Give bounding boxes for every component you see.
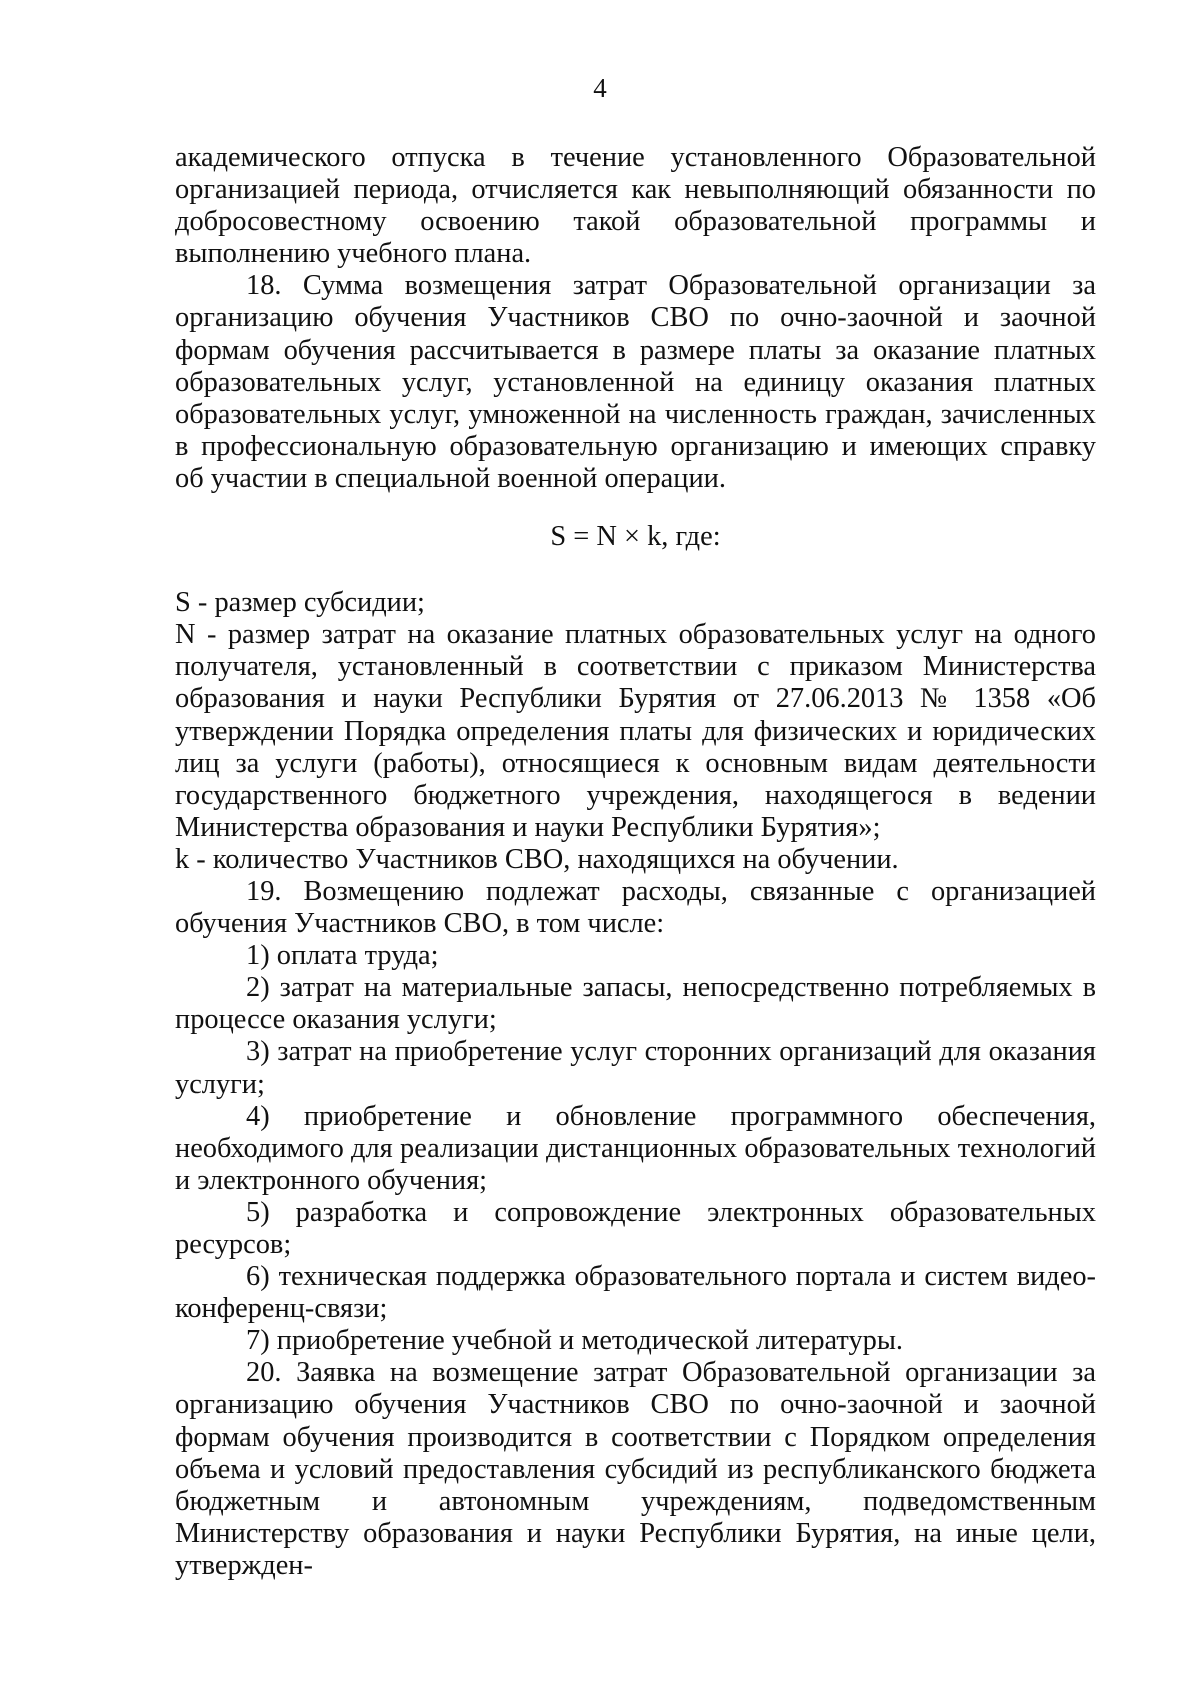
paragraph-continuation: академического отпуска в течение установленного Образовательной организацией периода, отчисляется как невыполняющий обязанности по добросовестному освоению такой образовательной программы и выполнению учебного плана. (175, 142, 1096, 270)
list-item-6: 6) техническая поддержка образовательного портала и систем видео-конференц-связи; (175, 1261, 1096, 1325)
list-item-1: 1) оплата труда; (246, 940, 439, 972)
list-item-5: 5) разработка и сопровождение электронных образовательных ресурсов; (175, 1196, 1096, 1260)
formula: S = N × k, где: (550, 521, 721, 553)
paragraph-20: 20. Заявка на возмещение затрат Образовательной организации за организацию обучения Участников СВО по очно-заочной и заочной формам обучения производится в соответствии с Порядком определения объема и условий предоставления субсидий из республиканского бюджета бюджетным и автономным учреждениям, подведомственным Министерству образования и науки Республики Бурятия, на иные цели, утвержден- (175, 1357, 1096, 1581)
document-body (175, 142, 1096, 1582)
list-item-2: 2) затрат на материальные запасы, непосредственно потребляемых в процессе оказания услуги; (175, 972, 1096, 1036)
paragraph-19: 19. Возмещению подлежат расходы, связанные с организацией обучения Участников СВО, в том числе: (175, 875, 1096, 940)
definition-k: k - количество Участников СВО, находящихся на обучении. (175, 843, 899, 875)
definition-n: N - размер затрат на оказание платных образовательных услуг на одного получателя, установленный в соответствии с приказом Министерства образования и науки Республики Бурятия от 27.06.2013 № 1358 «Об утверждении Порядка определения платы для физических и юридических лиц за услуги (работы), относящиеся к основным видам деятельности государственного бюджетного учреждения, находящегося в ведении Министерства образования и науки Республики Бурятия»; (175, 619, 1096, 843)
definition-s: S - размер субсидии; (175, 587, 425, 619)
page-number: 4 (593, 73, 607, 103)
list-item-7: 7) приобретение учебной и методической литературы. (246, 1325, 904, 1357)
formula-definitions (175, 587, 1096, 876)
list-item-3: 3) затрат на приобретение услуг сторонних организаций для оказания услуги; (175, 1036, 1096, 1100)
paragraph-18: 18. Сумма возмещения затрат Образовательной организации за организацию обучения Участников СВО по очно-заочной и заочной формам обучения рассчитывается в размере платы за оказание платных образовательных услуг, установленной на единицу оказания платных образовательных услуг, умноженной на численность граждан, зачисленных в профессиональную образовательную организацию и имеющих справку об участии в специальной военной операции. (175, 270, 1096, 494)
list-item-4: 4) приобретение и обновление программного обеспечения, необходимого для реализации дистанционных образовательных технологий и электронного обучения; (175, 1100, 1096, 1196)
